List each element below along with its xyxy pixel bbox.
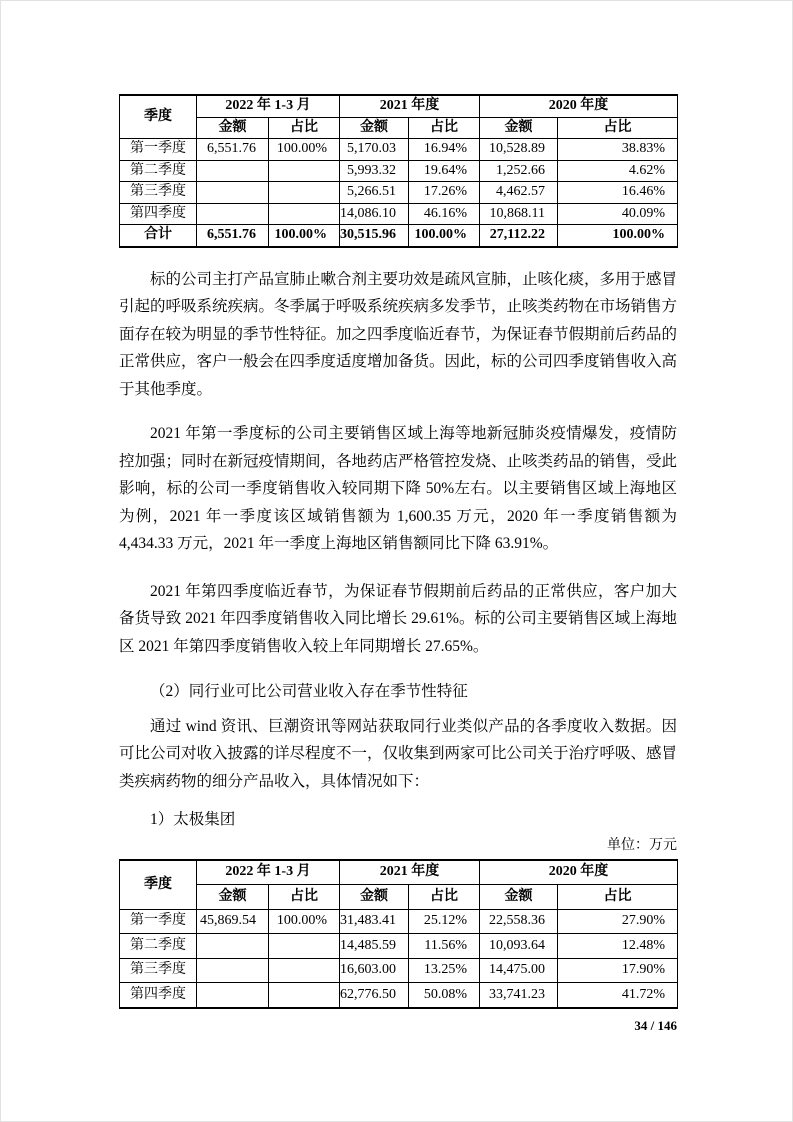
table-cell: 5,993.32: [340, 160, 409, 182]
table-cell: 40.09%: [558, 203, 678, 225]
table-cell: [197, 983, 269, 1008]
table-cell: 10,528.89: [480, 139, 558, 161]
table-cell: [197, 182, 269, 204]
table-cell: 17.26%: [409, 182, 480, 204]
table-period-header: 2021 年度: [340, 95, 480, 117]
table-cell: 38.83%: [558, 139, 678, 161]
table-subheader: 占比: [269, 885, 340, 910]
table-corner-quarter-header: 季度: [120, 95, 197, 139]
table-cell: 62,776.50: [340, 983, 409, 1008]
table-cell: 46.16%: [409, 203, 480, 225]
table-cell: 4.62%: [558, 160, 678, 182]
row-label: 第二季度: [120, 934, 197, 959]
row-label: 第二季度: [120, 160, 197, 182]
table-cell: 1,252.66: [480, 160, 558, 182]
taiji-group-quarterly-table: [119, 859, 678, 1009]
unit-label: 单位：万元: [607, 837, 677, 853]
table-header-row: [120, 860, 678, 885]
table-cell: 50.08%: [409, 983, 480, 1008]
row-label: 合计: [120, 225, 197, 247]
table-cell: 14,475.00: [480, 958, 558, 983]
list-item-taiji-group: 1）太极集团: [150, 811, 236, 828]
table-subheader: 金额: [340, 885, 409, 910]
table-cell: [269, 983, 340, 1008]
table-cell: 27,112.22: [480, 225, 558, 247]
paragraph-comparable-companies: 通过 wind 资讯、巨潮资讯等网站获取同行业类似产品的各季度收入数据。因可比公司对收入披露的详尽程度不一，仅收集到两家可比公司关于治疗呼吸、感冒类疾病药物的细分产品收入，具体情况如下：: [119, 717, 678, 790]
table-cell: [269, 958, 340, 983]
table-cell: [269, 160, 340, 182]
row-label: 第三季度: [120, 182, 197, 204]
table-period-header: 2021 年度: [340, 860, 480, 885]
row-label: 第三季度: [120, 958, 197, 983]
table-cell: 10,093.64: [480, 934, 558, 959]
row-label: 第一季度: [120, 139, 197, 161]
table-period-header: 2022 年 1-3 月: [197, 95, 340, 117]
table-cell: 17.90%: [558, 958, 678, 983]
table-subheader: 占比: [269, 117, 340, 139]
table-subheader: 金额: [197, 117, 269, 139]
table-cell: 100.00%: [409, 225, 480, 247]
table-cell: 16,603.00: [340, 958, 409, 983]
table-row: [120, 160, 678, 182]
paragraph-product-seasonality: 标的公司主打产品宣肺止嗽合剂主要功效是疏风宣肺，止咳化痰，多用于感冒引起的呼吸系统疾病。冬季属于呼吸系统疾病多发季节，止咳类药物在市场销售方面存在较为明显的季节性特征。加之四季度临近春节，为保证春节假期前后药品的正常供应，客户一般会在四季度适度增加备货。因此，标的公司四季度销售收入高于其他季度。: [119, 270, 678, 398]
table-cell: 30,515.96: [340, 225, 409, 247]
paragraph-2021q4-growth: 2021 年第四季度临近春节，为保证春节假期前后药品的正常供应，客户加大备货导致 2021 年四季度销售收入同比增长 29.61%。标的公司主要销售区域上海地区 2021 年第四季度销售收入较上年同期增长 27.65%。: [119, 582, 677, 655]
table-cell: 13.25%: [409, 958, 480, 983]
table-row: [120, 203, 678, 225]
table-cell: [269, 934, 340, 959]
table-cell: 12.48%: [558, 934, 678, 959]
table-cell: 33,741.23: [480, 983, 558, 1008]
page-content: [119, 1, 677, 1035]
table-period-header: 2022 年 1-3 月: [197, 860, 340, 885]
table-row: [120, 182, 678, 204]
table-subheader: 占比: [409, 885, 480, 910]
table-cell: 45,869.54: [197, 909, 269, 934]
table-cell: [197, 934, 269, 959]
section-heading: （2）同行业可比公司营业收入存在季节性特征: [150, 683, 468, 700]
table-subheader-row: [120, 885, 678, 910]
table-cell: 5,266.51: [340, 182, 409, 204]
table-cell: 14,086.10: [340, 203, 409, 225]
table-cell: 6,551.76: [197, 139, 269, 161]
table-cell: 100.00%: [269, 225, 340, 247]
table-corner-quarter-header: 季度: [120, 860, 197, 910]
table-cell: 22,558.36: [480, 909, 558, 934]
table-cell: 4,462.57: [480, 182, 558, 204]
table-cell: [269, 182, 340, 204]
page-number: 34 / 146: [634, 1017, 677, 1033]
table-cell: 16.46%: [558, 182, 678, 204]
paragraph-2021q1-covid-impact: 2021 年第一季度标的公司主要销售区域上海等地新冠肺炎疫情爆发，疫情防控加强；同时在新冠疫情期间，各地药店严格管控发烧、止咳类药品的销售，受此影响，标的公司一季度销售收入较同期下降 50%左右。以主要销售区域上海地区为例，2021 年一季度该区域销售额为 1,600.35 万元，2020 年一季度销售额为 4,434.33 万元，2021 年一季度上海地区销售额同比下降 63.91%。: [119, 425, 678, 552]
table-cell: 16.94%: [409, 139, 480, 161]
table-cell: 41.72%: [558, 983, 678, 1008]
row-label: 第四季度: [120, 203, 197, 225]
table-cell: 31,483.41: [340, 909, 409, 934]
table-cell: 27.90%: [558, 909, 678, 934]
table-header-row: [120, 95, 678, 117]
table-cell: 6,551.76: [197, 225, 269, 247]
table-cell: 25.12%: [409, 909, 480, 934]
quarterly-revenue-seasonality-table: [119, 94, 678, 248]
table-cell: 10,868.11: [480, 203, 558, 225]
table-cell: 100.00%: [558, 225, 678, 247]
table-subheader: 金额: [340, 117, 409, 139]
table-row: [120, 983, 678, 1008]
table-subheader: 占比: [558, 117, 678, 139]
row-label: 第四季度: [120, 983, 197, 1008]
table-row: [120, 139, 678, 161]
table-row: [120, 909, 678, 934]
table-row: [120, 958, 678, 983]
table-cell: 5,170.03: [340, 139, 409, 161]
table-cell: [197, 203, 269, 225]
table-subheader: 金额: [197, 885, 269, 910]
table-cell: 11.56%: [409, 934, 480, 959]
table-subheader: 占比: [409, 117, 480, 139]
table-cell: 19.64%: [409, 160, 480, 182]
table-subheader: 金额: [480, 885, 558, 910]
table-cell: [269, 203, 340, 225]
table-cell: [197, 160, 269, 182]
table-cell: 100.00%: [269, 909, 340, 934]
table-subheader-row: [120, 117, 678, 139]
table-cell: [197, 958, 269, 983]
table-subheader: 金额: [480, 117, 558, 139]
row-label: 第一季度: [120, 909, 197, 934]
table-cell: 100.00%: [269, 139, 340, 161]
table-period-header: 2020 年度: [480, 95, 678, 117]
table-subheader: 占比: [558, 885, 678, 910]
table-cell: 14,485.59: [340, 934, 409, 959]
table-period-header: 2020 年度: [480, 860, 678, 885]
table-row: [120, 934, 678, 959]
table-row: [120, 225, 678, 247]
